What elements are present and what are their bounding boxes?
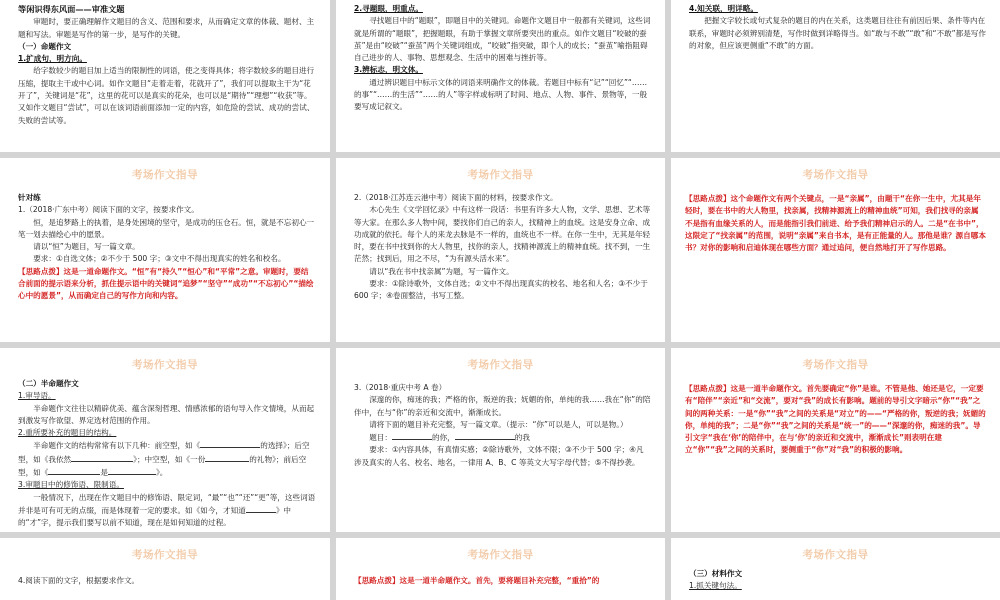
question-requirements: 要求：①除诗歌外，文体自选；②文中不得出现真实的校名、地名和人名；③不少于 600 字；④卷面整洁，书写工整。	[354, 279, 648, 301]
essay-title-line: 题目： 的你， 的我	[369, 433, 530, 443]
slide-4	[0, 158, 330, 342]
slide-7	[0, 348, 330, 532]
question-prompt: 请以“恒”为题目，写一篇文章。	[33, 242, 140, 252]
slide-header: 考场作文指导	[132, 168, 198, 181]
step-heading: 4.知关联，明详略。	[689, 4, 758, 13]
section-heading: （二）半命题作文	[18, 379, 79, 388]
slide-5	[336, 158, 665, 342]
question-prompt: 请将下面的题目补充完整，写一篇文章。（提示：“你”可以是人，可以是物。）	[369, 419, 628, 429]
question-intro: 3.（2018·重庆中考 A 卷）	[354, 383, 447, 392]
slide-header: 考场作文指导	[132, 548, 198, 561]
tip-paragraph: 【思路点拨】这个命题作文有两个关键点，一是“亲属”，由题干“在你一生中，尤其是年轻时，要在书中的大人物里，找亲属，找精神源流上的精神血统”可知，我们找寻的亲属不是指有血缘关系的人，而是能指引我们前进、给予我们精神启示的人。二是“在书中”，这限定了“找亲属”的范围，说明“亲属”来自书本，是有正能量的人。那他是谁？源自哪本书？对你的影响和启迪体现在哪些方面？通过追问，便自然地打开了写作思路。	[685, 194, 986, 253]
slide-header: 考场作文指导	[802, 168, 869, 181]
slide-1	[0, 0, 330, 152]
step-heading: 1.扩成句，明方向。	[18, 54, 87, 64]
question-intro: 2.（2018·江苏连云港中考）阅读下面的材料，按要求作文。	[354, 193, 558, 202]
step-heading: 3.辨标志，明文体。	[354, 65, 423, 75]
slide-title: 等闲识得东风面——审准文题	[18, 4, 125, 14]
step-paragraph: 一般情况下，出现在作文题目中的修饰语、限定词，“最”“也”“还”“更”等，这些词语并非是可有可无的点缀，而是体现着一定的要求。如《如今，才知道 》中的“才”字，提示我们要写以前不知道，现在是如何知道的过程。	[18, 492, 316, 528]
question-intro: 1.（2018·广东中考）阅读下面的文字，按要求作文。	[18, 205, 199, 215]
tip-paragraph: 【思路点拨】这是一道命题作文。“恒”有“持久”“恒心”和“平常”之意。审题时，要结合前面的提示语来分析，抓住提示语中的关键词“追梦”“坚守”“成功”“不忘初心”“描绘心中的愿景”，从而确定自己的写作方向和内容。	[18, 266, 314, 301]
question-text: 深邃的你，痴迷的我；严格的你，叛逆的我；妩媚的你，单纯的我……我在“你”的陪伴中，在与“你”的亲近和交流中，渐渐成长。	[354, 395, 651, 417]
slide-12	[671, 538, 1000, 600]
slide-10	[0, 538, 330, 600]
slide-header: 考场作文指导	[802, 358, 869, 371]
slide-header: 考场作文指导	[467, 358, 534, 371]
step-paragraph: 半命题作文的结构常常有以下几种：前空型，如《 的选择》；后空型，如《我依然 》；中空型，如《一份 的礼物》；前后空型，如《 是 》。	[18, 441, 310, 478]
slide-header: 考场作文指导	[467, 548, 534, 561]
slide-8	[336, 348, 665, 532]
step-heading: 2.重所要补充的题目的结构。	[18, 428, 117, 438]
section-heading: （三）材料作文	[689, 569, 743, 578]
question-text: 恒，是追梦路上的执着，是身处困境的坚守，是成功的压仓石。恒，就是不忘初心一笔一划去描绘心中的愿景。	[18, 217, 315, 239]
tip-paragraph: 【思路点拨】这是一道半命题作文。首先要确定“你”是谁。不管是他、她还是它，一定要有“陪伴”“亲近”和“交流”，要对“我”的成长有影响。题前的导引文字暗示“你”“我”之间的两种关系：一是“你”“我”之间的关系是“对立”的——“严格的你，叛逆的我；妩媚的你，单纯的我”；二是“你”“我”之间的关系是“统一”的——“深邃的你，痴迷的我”。导引文字“我在‘你’的陪伴中，在与‘你’的亲近和交流中，渐渐成长”则表明在建立“你”“我”之间的关系时，要侧重于“你”对“我”的积极的影响。	[685, 384, 986, 455]
question-requirements: 要求：①内容具体，有真情实感；②除诗歌外，文体不限；③不少于 500 字；④凡涉及真实的人名、校名、地名，一律用 A、B、C 等英文大写字母代替；⑤不得抄袭。	[354, 445, 644, 467]
slide-header: 考场作文指导	[802, 548, 869, 561]
slide-header: 考场作文指导	[467, 168, 534, 181]
step-heading: 1.审导语。	[18, 391, 56, 401]
slide-11	[336, 538, 665, 600]
tip-paragraph: 【思路点拨】这是一道半命题作文。首先，要将题目补充完整，“重拾”的	[354, 576, 600, 585]
intro-paragraph: 审题时，要正确理解作文题目的含义、范围和要求，从而确定文章的体裁、题材、主题和写法。审题是写作的第一步，是写作的关键。	[18, 17, 315, 39]
step-paragraph: 把握文字较长或句式复杂的题目的内在关系，这类题目往往有前因后果、条件等内在联系，审题时必须辨别清楚，写作时做到详略得当。如“敢与不敢”“敢”和“不敢”都是写作的对象，但应该更侧重“不敢”的方面。	[689, 16, 986, 50]
slide-9	[671, 348, 1000, 532]
slide-6	[671, 158, 1000, 342]
step-paragraph: 半命题作文往往以精辟优美、蕴含深刻哲理、情感浓郁的语句导入作文情境，从而起到激发写作欲望、界定选材范围的作用。	[18, 403, 315, 425]
section-heading: （一）命题作文	[18, 41, 72, 51]
question-prompt: 请以“我在书中找亲属”为题，写一篇作文。	[369, 266, 514, 276]
question-text: 木心先生《文学回忆录》中有这样一段话：书里有许多大人物，文学、思想、艺术等等大家。在那么多人物中间，要找你们自己的亲人，找精神上的血统。这是安身立命、成功成就的依托。每个人的来龙去脉是不一样的，血统也不一样。在你一生中，无其是年轻时，要在书中找到你的大人物里，找你的亲人，找精神源流上的精神血统。找不到，一生茫然；找到后，用之不尽，“为有源头活水来”。	[354, 205, 651, 264]
step-heading: 3.审题目中的修饰语、限制语。	[18, 480, 124, 490]
step-heading: 1.抓关键句法。	[689, 581, 742, 591]
step-paragraph: 通过辨识题目中标示文体的词语来明确作文的体裁。若题目中标有“记”“回忆”“……的事”“……的生活”“……的人”等字样或标明了时间、地点、人物、事件、景物等，一般要写成记叙文。	[354, 77, 648, 112]
question-intro: 4.阅读下面的文字，根据要求作文。	[18, 576, 140, 585]
practice-heading: 针对练	[18, 193, 41, 202]
question-requirements: 要求：①自选文体；②不少于 500 字；③文中不得出现真实的姓名和校名。	[33, 254, 286, 264]
step-paragraph: 寻找题目中的“题眼”，即题目中的关键词。命题作文题目中一般都有关键词，这些词就是所谓的“题眼”，把握题眼，有助于掌握文章所要突出的重点。如作文题目“咬破的蚕茧”是由“咬破”“蚕茧”两个关键词组成，“咬破”指突破，即个人的成长；“蚕茧”喻指阻碍自己进步的人、事物、思想观念、生活中的困难与挫折等。	[354, 16, 651, 63]
slide-2	[336, 0, 665, 152]
step-heading: 2.寻题眼，明重点。	[354, 4, 423, 13]
slide-3	[671, 0, 1000, 152]
step-paragraph: 给字数较少的题目加上适当的限制性的词语，使之变得具体；将字数较多的题目进行压缩，提取主干或中心词。如作文题目“走着走着，花就开了”，我们可以提取主干为“花开了”，关键词是“花”，这里的花可以是真实的花朵，也可以是“期待”“理想”“收获”等。又如作文题目“尝试”，可以在该词语前面添加一定的内容，如危险的尝试、成功的尝试、失败的尝试等。	[18, 66, 315, 125]
slide-header: 考场作文指导	[132, 358, 198, 371]
